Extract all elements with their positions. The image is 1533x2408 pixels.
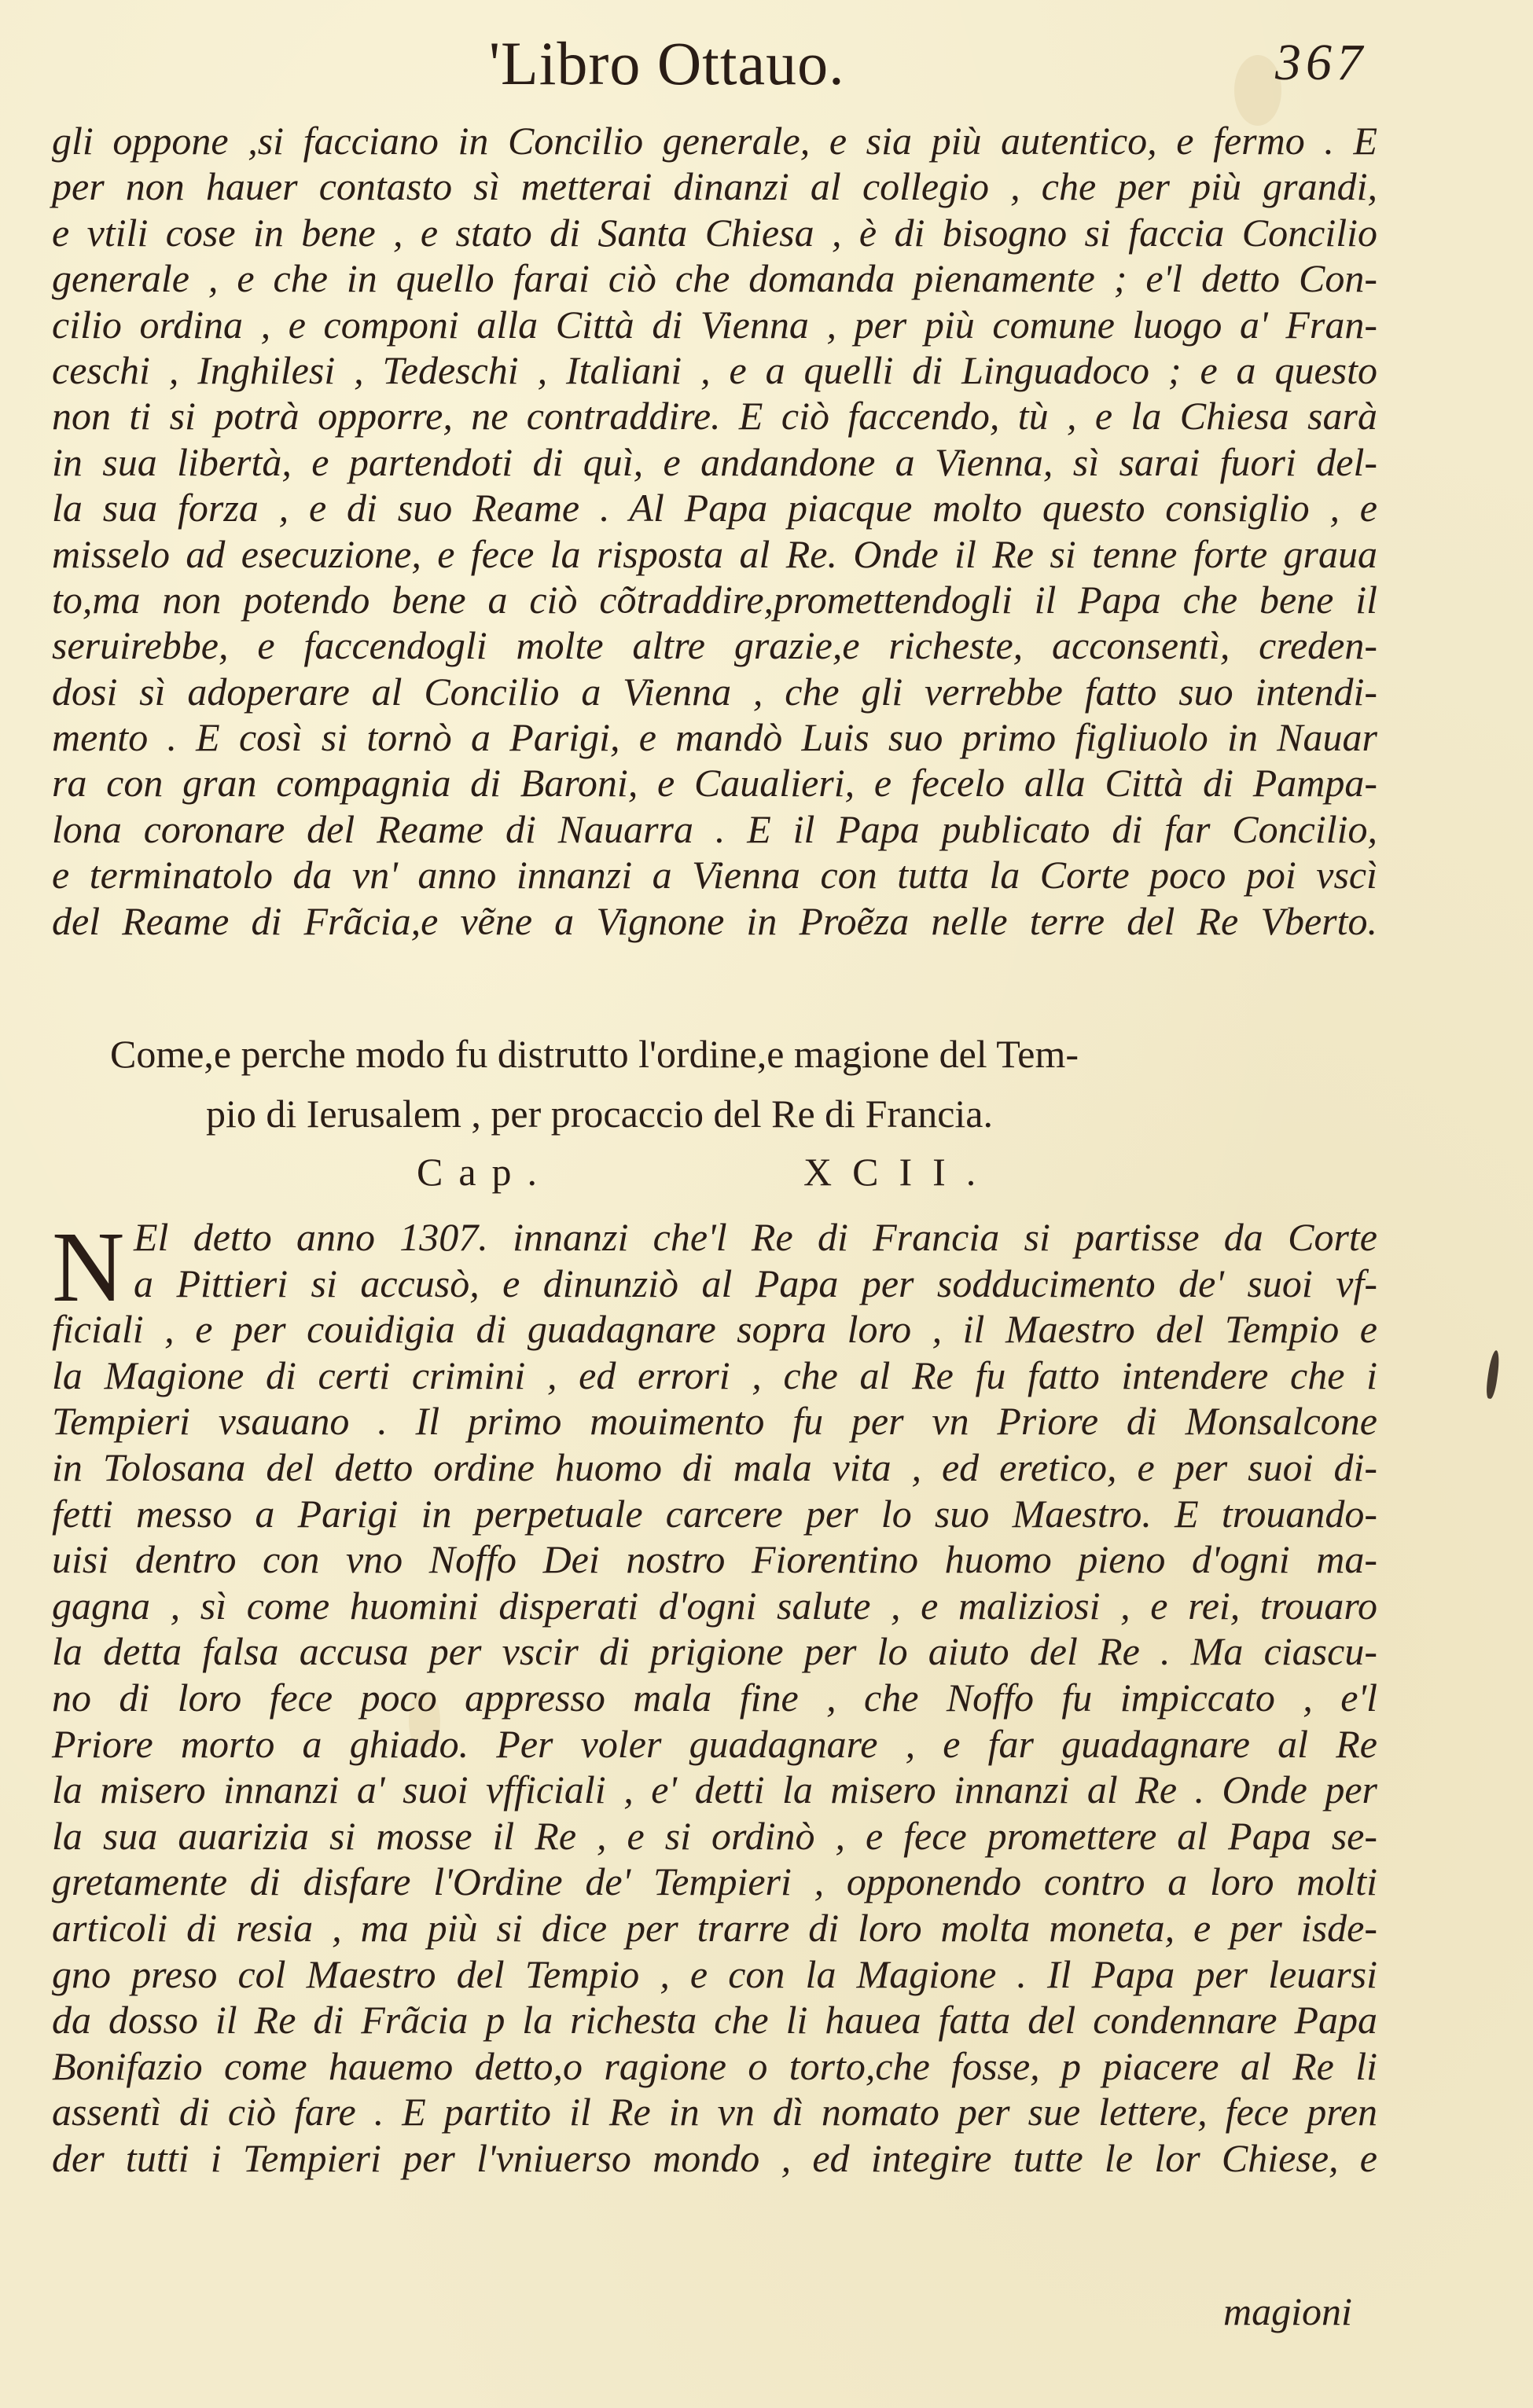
text-line: gretamente di disfare l'Ordine de' Tempieri , opponendo contro a loro molti [52,1859,1377,1904]
text-line: in sua libertà, e partendoti di quì, e andandone a Vienna, sì sarai fuori del- [52,439,1377,484]
text-line: der tutti i Tempieri per l'vniuerso mondo , ed integire tutte le lor Chiese, e [52,2135,1377,2180]
text-line: da dosso il Re di Frãcia p la richesta che li hauea fatta del condennare Papa [52,1998,1377,2043]
text-line: El detto anno 1307. innanzi che'l Re di Francia si partisse da Corte [134,1215,1377,1259]
catchword: magioni [1223,2289,1352,2333]
text-line: articoli di resia , ma più si dice per trarre di loro molta moneta, e per isde- [52,1905,1377,1950]
text-line: assentì di ciò fare . E partito il Re in vn dì nomato per sue lettere, fece pren [52,2090,1377,2135]
text-line: uisi dentro con vno Noffo Dei nostro Fiorentino huomo pieno d'ogni ma- [52,1537,1377,1582]
text-line: misselo ad esecuzione, e fece la risposta al Re. Onde il Re si tenne forte graua [52,531,1377,576]
text-line: ra con gran compagnia di Baroni, e Caualieri, e fecelo alla Città di Pampa- [52,761,1377,806]
text-line: e vtili cose in bene , e stato di Santa Chiesa , è di bisogno si faccia Concilio [52,210,1377,255]
text-line: generale , e che in quello farai ciò che domanda pienamente ; e'l detto Con- [52,256,1377,301]
text-line: la detta falsa accusa per vscir di prigione per lo aiuto del Re . Ma ciascu- [52,1629,1377,1674]
text-line: seruirebbe, e faccendogli molte altre grazie,e richeste, acconsentì, creden- [52,623,1377,668]
text-line: Tempieri vsauano . Il primo mouimento fu per vn Priore di Monsalcone [52,1399,1377,1444]
page-number: 367 [1275,34,1367,91]
text-line: gli oppone ,si facciano in Concilio generale, e sia più autentico, e fermo . E [52,119,1377,163]
running-title: 'Libro Ottauo. [489,29,845,97]
text-line: gagna , sì come huomini disperati d'ogni salute , e maliziosi , e rei, trouaro [52,1583,1377,1628]
text-block-chapter [52,1211,1377,2181]
text-line: ficiali , e per couidigia di guadagnare sopra loro , il Maestro del Tempio e [52,1307,1377,1352]
text-line: per non hauer contasto sì metterai dinanzi al collegio , che per più grandi, [52,164,1377,209]
text-line: Priore morto a ghiado. Per voler guadagnare , e far guadagnare al Re [52,1721,1377,1766]
text-line: a Pittieri si accusò, e dinunziò al Papa per sodducimento de' suoi vf- [134,1261,1377,1305]
chapter-label: Cap. [417,1150,553,1194]
chapter-title-line: Come,e perche modo fu distrutto l'ordine,e magione del Tem- [110,1032,1079,1076]
text-line: la misero innanzi a' suoi vfficiali , e' detti la misero innanzi al Re . Onde per [52,1767,1377,1812]
text-line: del Reame di Frãcia,e vẽne a Vignone in Proẽza nelle terre del Re Vberto. [52,898,1377,943]
text-line: non ti si potrà opporre, ne contraddire. E ciò faccendo, tù , e la Chiesa sarà [52,394,1377,439]
text-line: ceschi , Inghilesi , Tedeschi , Italiani , e a quelli di Linguadoco ; e a questo [52,347,1377,392]
running-head [0,24,1533,110]
text-line: no di loro fece poco appresso mala fine , che Noffo fu impiccato , e'l [52,1675,1377,1720]
text-line: dosi sì adoperare al Concilio a Vienna , che gli verrebbe fatto suo intendi- [52,669,1377,714]
chapter-number: XCII. [803,1150,997,1194]
text-line: la Magione di certi crimini , ed errori , che al Re fu fatto intendere che i [52,1353,1377,1397]
text-line: mento . E così si tornò a Parigi, e mandò Luis suo primo figliuolo in Nauar [52,715,1377,760]
text-line: fetti messo a Parigi in perpetuale carcere per lo suo Maestro. E trouando- [52,1491,1377,1536]
text-block-continuation [52,118,1377,944]
text-line: gno preso col Maestro del Tempio , e con la Magione . Il Papa per leuarsi [52,1951,1377,1996]
text-line: Bonifazio come hauemo detto,o ragione o torto,che fosse, p piacere al Re li [52,2043,1377,2088]
text-line: lona coronare del Reame di Nauarra . E il Papa publicato di far Concilio, [52,806,1377,851]
text-line: to,ma non potendo bene a ciò cõtraddire,promettendogli il Papa che bene il [52,577,1377,622]
text-line: la sua forza , e di suo Reame . Al Papa piacque molto questo consiglio , e [52,486,1377,530]
drop-cap: N [52,1211,125,1323]
text-line: cilio ordina , e componi alla Città di Vienna , per più comune luogo a' Fran- [52,302,1377,347]
text-line: in Tolosana del detto ordine huomo di mala vita , ed eretico, e per suoi di- [52,1444,1377,1489]
chapter-title-line: pio di Ierusalem , per procaccio del Re di Francia. [206,1092,994,1136]
text-line: e terminatolo da vn' anno innanzi a Vienna con tutta la Corte poco poi vscì [52,853,1377,897]
margin-ink-mark [1485,1349,1502,1399]
text-line: la sua auarizia si mosse il Re , e si ordinò , e fece promettere al Papa se- [52,1813,1377,1858]
